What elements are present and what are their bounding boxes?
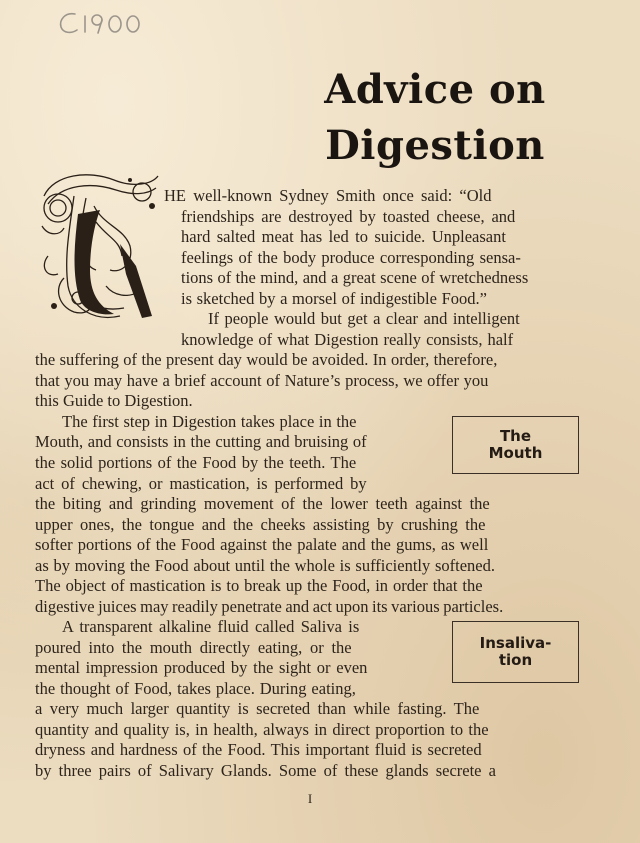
page-number: I (307, 791, 313, 806)
sidenote-label: The Mouth (488, 427, 543, 462)
ornamental-drop-cap-T (34, 166, 162, 328)
text-line: The object of mastication is to break up the Food, in order that the (35, 576, 483, 595)
text-line: that you may have a brief account of Nature’s process, we offer you (35, 371, 489, 390)
text-line: as by moving the Food about until the whole is sufficiently softened. (35, 556, 495, 575)
text-line: dryness and hardness of the Food. This important fluid is secreted (35, 740, 482, 759)
text-line: upper ones, the tongue and the cheeks assisting by crushing the (35, 515, 486, 534)
text-line: Mouth, and consists in the cutting and bruising of (35, 432, 367, 451)
text-line: act of chewing, or mastication, is performed by (35, 474, 367, 493)
sidenote-the-mouth (452, 416, 579, 474)
text-line: the biting and grinding movement of the lower teeth against the (35, 494, 490, 513)
text-line: knowledge of what Digestion really consists, half (181, 330, 514, 349)
text-line: digestive juices may readily penetrate and act upon its various particles. (35, 597, 504, 616)
sidenote-insalivation (452, 621, 579, 683)
text-line: mental impression produced by the sight or even (35, 658, 368, 677)
text-line: a very much larger quantity is secreted than while fasting. The (35, 699, 480, 718)
text-line: this Guide to Digestion. (35, 391, 193, 410)
text-line: the thought of Food, takes place. During eating, (35, 679, 356, 698)
text-line: The first step in Digestion takes place in the (62, 412, 357, 431)
text-line: the suffering of the present day would be avoided. In order, therefore, (35, 350, 498, 369)
text-line: If people would but get a clear and intelligent (208, 309, 520, 328)
text-line: is sketched by a morsel of indigestible Food.” (181, 289, 487, 308)
sidenote-label: Insaliva- tion (479, 634, 552, 669)
text-line: tions of the mind, and a great scene of wretchedness (181, 268, 529, 287)
text-line: A transparent alkaline fluid called Saliva is (62, 617, 360, 636)
title-line-2: Digestion (325, 122, 545, 169)
text-line: the solid portions of the Food by the teeth. The (35, 453, 357, 472)
text-line: HE well-known Sydney Smith once said: “Old (164, 186, 492, 205)
handwritten-date-annotation (57, 8, 143, 36)
text-line: by three pairs of Salivary Glands. Some of these glands secrete a (35, 761, 496, 780)
text-line: softer portions of the Food against the palate and the gums, as well (35, 535, 489, 554)
page-title (300, 62, 570, 174)
text-line: hard salted meat has led to suicide. Unpleasant (181, 227, 506, 246)
title-line-1: Advice on (324, 66, 546, 113)
text-line: quantity and quality is, in health, always in direct proportion to the (35, 720, 489, 739)
text-line: friendships are destroyed by toasted cheese, and (181, 207, 516, 226)
text-line: feelings of the body produce corresponding sensa- (181, 248, 521, 267)
text-line: poured into the mouth directly eating, or the (35, 638, 352, 657)
